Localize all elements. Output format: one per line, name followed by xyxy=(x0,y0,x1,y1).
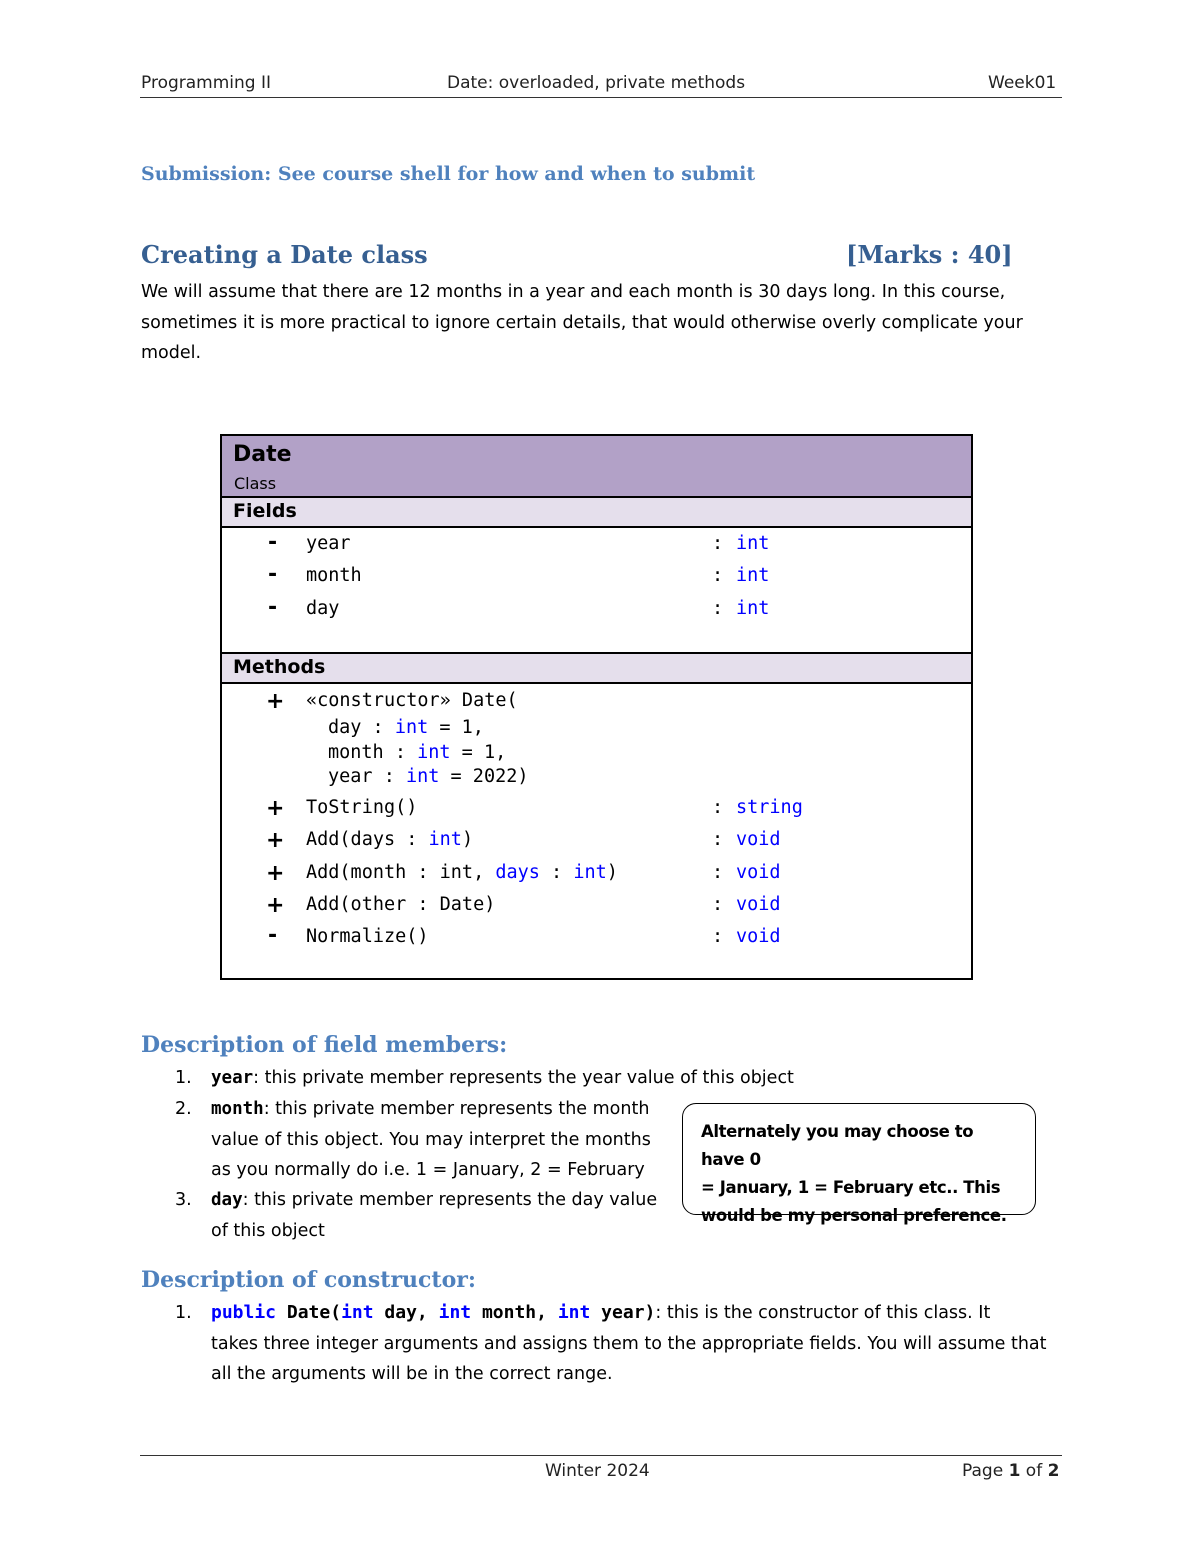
method-keyword: int xyxy=(573,862,607,883)
description: : this private member represents the month xyxy=(263,1099,650,1119)
callout-line: = January, 1 = February etc.. This xyxy=(701,1178,1001,1197)
method-colon: : xyxy=(712,926,724,947)
method-signature xyxy=(306,894,495,915)
page-total: 2 xyxy=(1047,1461,1060,1481)
code-text: year) xyxy=(590,1302,656,1323)
code-keyword: int xyxy=(438,1302,472,1323)
intro-line: We will assume that there are 12 months in a year and each month is 30 days long. In this course, xyxy=(141,282,1006,302)
intro-line: model. xyxy=(141,343,202,363)
page-current: 1 xyxy=(1008,1461,1021,1481)
list-text xyxy=(211,1185,691,1246)
field-name: year xyxy=(306,533,351,554)
method-signature xyxy=(306,797,417,818)
public-visibility-icon: + xyxy=(266,796,285,821)
field-colon: : xyxy=(712,565,724,586)
code-text: Date( xyxy=(276,1302,342,1323)
private-visibility-icon: - xyxy=(268,595,278,620)
callout-line: would be my personal preference. xyxy=(701,1206,1007,1225)
method-signature xyxy=(306,926,429,947)
method-text: ToString() xyxy=(306,797,418,818)
list-number: 1. xyxy=(175,1068,192,1088)
method-return-type: void xyxy=(736,894,781,915)
footer-term: Winter 2024 xyxy=(545,1461,650,1481)
uml-fields-label: Fields xyxy=(233,500,297,522)
intro-line: sometimes it is more practical to ignore certain details, that would otherwise overly complicate your xyxy=(141,312,1023,333)
header-title: Date: overloaded, private methods xyxy=(447,73,746,93)
marks-label: [Marks : 40] xyxy=(846,240,1013,269)
term: year xyxy=(211,1068,254,1088)
page-label: of xyxy=(1020,1461,1048,1481)
field-name: month xyxy=(306,565,362,586)
description: takes three integer arguments and assigns them to the appropriate fields. You will assume that xyxy=(211,1333,1047,1354)
list-text xyxy=(211,1298,1061,1390)
footer-rule xyxy=(140,1455,1062,1456)
param-default: = 1, xyxy=(450,742,507,763)
method-text: : xyxy=(539,862,574,883)
constructor-signature: «constructor» Date( xyxy=(306,690,518,711)
description: : this private member represents the day value xyxy=(242,1190,658,1210)
param-default: = 2022) xyxy=(439,766,529,787)
method-colon: : xyxy=(712,829,724,850)
public-visibility-icon: + xyxy=(266,893,285,918)
public-visibility-icon: + xyxy=(266,828,285,853)
code-text: month, xyxy=(471,1302,558,1323)
intro-paragraph xyxy=(141,277,1041,369)
method-text: ) xyxy=(461,829,474,850)
header-course: Programming II xyxy=(141,73,272,93)
method-return-type: void xyxy=(736,926,781,947)
constructor-param xyxy=(328,766,529,787)
public-visibility-icon: + xyxy=(266,861,285,886)
description: : this private member represents the year value of this object xyxy=(253,1068,794,1088)
constructor-code xyxy=(211,1302,655,1323)
description: : this is the constructor of this class. It xyxy=(655,1303,991,1323)
header-rule xyxy=(140,97,1062,98)
constructor-param xyxy=(328,717,484,738)
field-type: int xyxy=(736,533,770,554)
private-visibility-icon: - xyxy=(268,923,278,948)
uml-fields-band xyxy=(222,498,971,528)
code-keyword: int xyxy=(341,1302,374,1323)
param-type: int xyxy=(394,717,429,738)
list-number: 3. xyxy=(175,1190,192,1210)
header-week: Week01 xyxy=(988,73,1057,93)
method-text: Add(month : int, xyxy=(306,862,496,883)
method-text: Add(days : xyxy=(306,829,429,850)
method-keyword: days xyxy=(495,862,540,883)
uml-class-stereotype: Class xyxy=(234,474,277,493)
param-name: year : xyxy=(328,766,406,787)
ctor-desc-title: Description of constructor: xyxy=(141,1267,476,1293)
uml-class-diagram xyxy=(220,434,973,980)
param-type: int xyxy=(417,742,451,763)
method-colon: : xyxy=(712,894,724,915)
description: all the arguments will be in the correct range. xyxy=(211,1364,613,1384)
field-name: day xyxy=(306,598,340,619)
method-text: Add(other : Date) xyxy=(306,894,496,915)
method-return-type: void xyxy=(736,862,781,883)
field-type: int xyxy=(736,565,770,586)
param-type: int xyxy=(405,766,440,787)
description: as you normally do i.e. 1 = January, 2 = February xyxy=(211,1160,645,1180)
method-signature xyxy=(306,829,473,850)
field-colon: : xyxy=(712,533,724,554)
method-keyword: int xyxy=(428,829,462,850)
param-name: day : xyxy=(328,717,395,738)
uml-class-header xyxy=(222,436,971,498)
page-label: Page xyxy=(962,1461,1009,1481)
list-number: 1. xyxy=(175,1303,192,1323)
list-number: 2. xyxy=(175,1099,192,1119)
code-text: day, xyxy=(373,1302,439,1323)
callout-note xyxy=(682,1103,1036,1225)
description: of this object xyxy=(211,1220,325,1241)
private-visibility-icon: - xyxy=(268,530,278,555)
method-signature xyxy=(306,862,618,883)
uml-methods-band xyxy=(222,652,971,684)
fields-desc-title: Description of field members: xyxy=(141,1032,508,1058)
method-colon: : xyxy=(712,862,724,883)
uml-class-name: Date xyxy=(233,442,292,467)
uml-methods-label: Methods xyxy=(233,656,326,678)
list-text xyxy=(211,1094,691,1186)
param-default: = 1, xyxy=(428,717,484,738)
public-visibility-icon: + xyxy=(266,689,285,714)
method-return-type: string xyxy=(736,797,803,818)
code-keyword: int xyxy=(557,1302,591,1323)
page-number xyxy=(962,1461,1059,1481)
callout-text xyxy=(701,1118,1021,1230)
field-colon: : xyxy=(712,598,724,619)
term: day xyxy=(211,1190,243,1210)
method-text: ) xyxy=(606,862,618,883)
method-colon: : xyxy=(712,797,724,818)
submission-note: Submission: See course shell for how and when to submit xyxy=(141,163,756,185)
callout-line: Alternately you may choose to have 0 xyxy=(701,1122,974,1169)
constructor-param xyxy=(328,742,506,763)
section-title: Creating a Date class xyxy=(141,240,428,269)
method-return-type: void xyxy=(736,829,781,850)
param-name: month : xyxy=(328,742,418,763)
method-text: Normalize() xyxy=(306,926,429,947)
code-keyword: public xyxy=(211,1302,277,1323)
list-text xyxy=(211,1063,794,1094)
private-visibility-icon: - xyxy=(268,562,278,587)
description: value of this object. You may interpret the months xyxy=(211,1129,651,1150)
field-type: int xyxy=(736,598,770,619)
term: month xyxy=(211,1099,264,1119)
